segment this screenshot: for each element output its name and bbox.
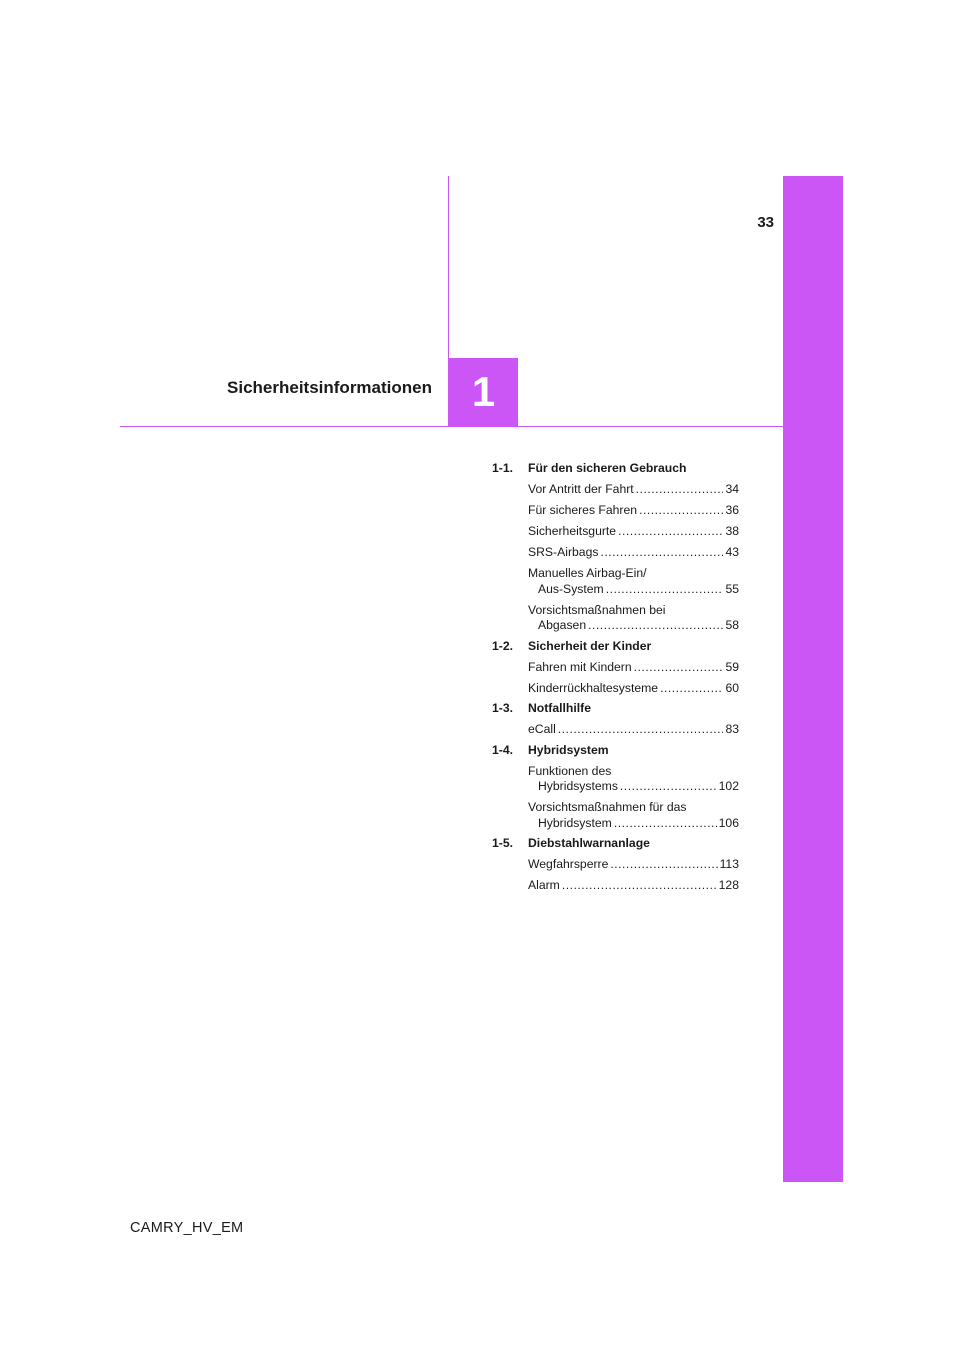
toc-entry[interactable]: [528, 660, 739, 676]
toc-entry-label: Abgasen: [538, 618, 587, 632]
toc-section-title: Diebstahlwarnanlage: [528, 836, 650, 850]
toc-entry-label: SRS-Airbags: [528, 545, 599, 559]
toc-entry[interactable]: [528, 681, 739, 697]
toc-entry[interactable]: [528, 545, 739, 561]
toc-entry-page-number: 83: [725, 722, 739, 736]
toc-entry[interactable]: [528, 800, 739, 831]
toc-entry[interactable]: [528, 503, 739, 519]
toc-entry-label: Sicherheitsgurte: [528, 524, 617, 538]
toc-entry-page-number: 60: [725, 680, 739, 695]
toc-entry-label-line1: Manuelles Airbag-Ein/: [528, 566, 647, 580]
table-of-contents: [492, 461, 739, 894]
toc-entry-page-number: 55: [725, 581, 739, 596]
toc-section-number: 1-5.: [492, 836, 514, 850]
dot-leader: [636, 482, 724, 498]
toc-entry-label: Hybridsystem: [538, 815, 612, 830]
dot-leader: [614, 816, 717, 832]
dot-leader: [588, 618, 723, 634]
toc-section-heading[interactable]: [492, 461, 739, 477]
toc-entry[interactable]: [528, 857, 739, 873]
dot-leader: [660, 681, 723, 697]
dot-leader: [610, 857, 717, 873]
toc-entry-page-number: 59: [725, 659, 739, 674]
toc-entry-label: Wegfahrsperre: [528, 857, 609, 871]
toc-section-heading[interactable]: [492, 701, 739, 717]
toc-entry-label-line1: Funktionen des: [528, 763, 612, 778]
toc-section: [492, 639, 739, 697]
toc-entry[interactable]: [528, 482, 739, 498]
toc-entry-label-line1: Vorsichtsmaßnahmen für das: [528, 800, 687, 814]
toc-entry-page-number: 34: [725, 482, 739, 496]
toc-entry-label: Fahren mit Kindern: [528, 659, 632, 674]
toc-section: [492, 836, 739, 894]
toc-entry-label: eCall: [528, 722, 556, 736]
toc-section-heading[interactable]: [492, 639, 739, 655]
toc-entry[interactable]: [528, 764, 739, 795]
toc-entry-label: Aus-System: [538, 581, 604, 596]
toc-entry-page-number: 113: [719, 857, 739, 871]
toc-section-title: Für den sicheren Gebrauch: [528, 461, 687, 475]
toc-entry-label: Alarm: [528, 878, 560, 892]
toc-section-number: 1-4.: [492, 742, 514, 757]
toc-entry[interactable]: [528, 524, 739, 540]
page-number: 33: [757, 214, 774, 231]
chapter-side-tab: [783, 176, 843, 1182]
chapter-number-badge: [449, 358, 518, 426]
toc-section-number: 1-3.: [492, 701, 514, 715]
toc-entry-page-number: 106: [718, 815, 739, 830]
toc-section-heading[interactable]: [492, 743, 739, 759]
toc-section-heading[interactable]: [492, 836, 739, 852]
toc-entry-page-number: 102: [718, 779, 739, 793]
toc-entry[interactable]: [528, 722, 739, 738]
dot-leader: [618, 524, 723, 540]
document-code: CAMRY_HV_EM: [130, 1220, 244, 1236]
dot-leader: [558, 722, 724, 738]
dot-leader: [562, 878, 717, 894]
toc-entry-page-number: 58: [725, 618, 739, 632]
chapter-number: 1: [471, 368, 496, 415]
chapter-divider-horizontal: [120, 426, 783, 427]
toc-entry-label: Kinderrückhaltesysteme: [528, 680, 659, 695]
dot-leader: [634, 660, 724, 676]
toc-entry-label: Vor Antritt der Fahrt: [528, 482, 634, 496]
toc-section-title: Notfallhilfe: [528, 701, 591, 715]
toc-entry-page-number: 36: [725, 503, 739, 517]
toc-entry-label-line1: Vorsichtsmaßnahmen bei: [528, 602, 666, 617]
toc-section: [492, 701, 739, 738]
toc-section: [492, 461, 739, 634]
toc-entry-page-number: 38: [725, 524, 739, 538]
toc-section-title: Sicherheit der Kinder: [528, 638, 652, 653]
toc-entry[interactable]: [528, 566, 739, 597]
toc-section-number: 1-2.: [492, 638, 514, 653]
toc-section-number: 1-1.: [492, 461, 514, 475]
toc-entry-label: Hybridsystems: [538, 779, 618, 793]
toc-entry-page-number: 43: [725, 545, 739, 559]
toc-section-title: Hybridsystem: [528, 742, 609, 757]
dot-leader: [620, 779, 717, 795]
dot-leader: [606, 582, 724, 598]
toc-entry-page-number: 128: [718, 878, 739, 892]
toc-section: [492, 743, 739, 832]
toc-entry[interactable]: [528, 878, 739, 894]
toc-entry-label: Für sicheres Fahren: [528, 503, 638, 517]
dot-leader: [639, 503, 723, 519]
dot-leader: [600, 545, 723, 561]
toc-entry[interactable]: [528, 603, 739, 634]
chapter-title: Sicherheitsinformationen: [227, 378, 432, 397]
